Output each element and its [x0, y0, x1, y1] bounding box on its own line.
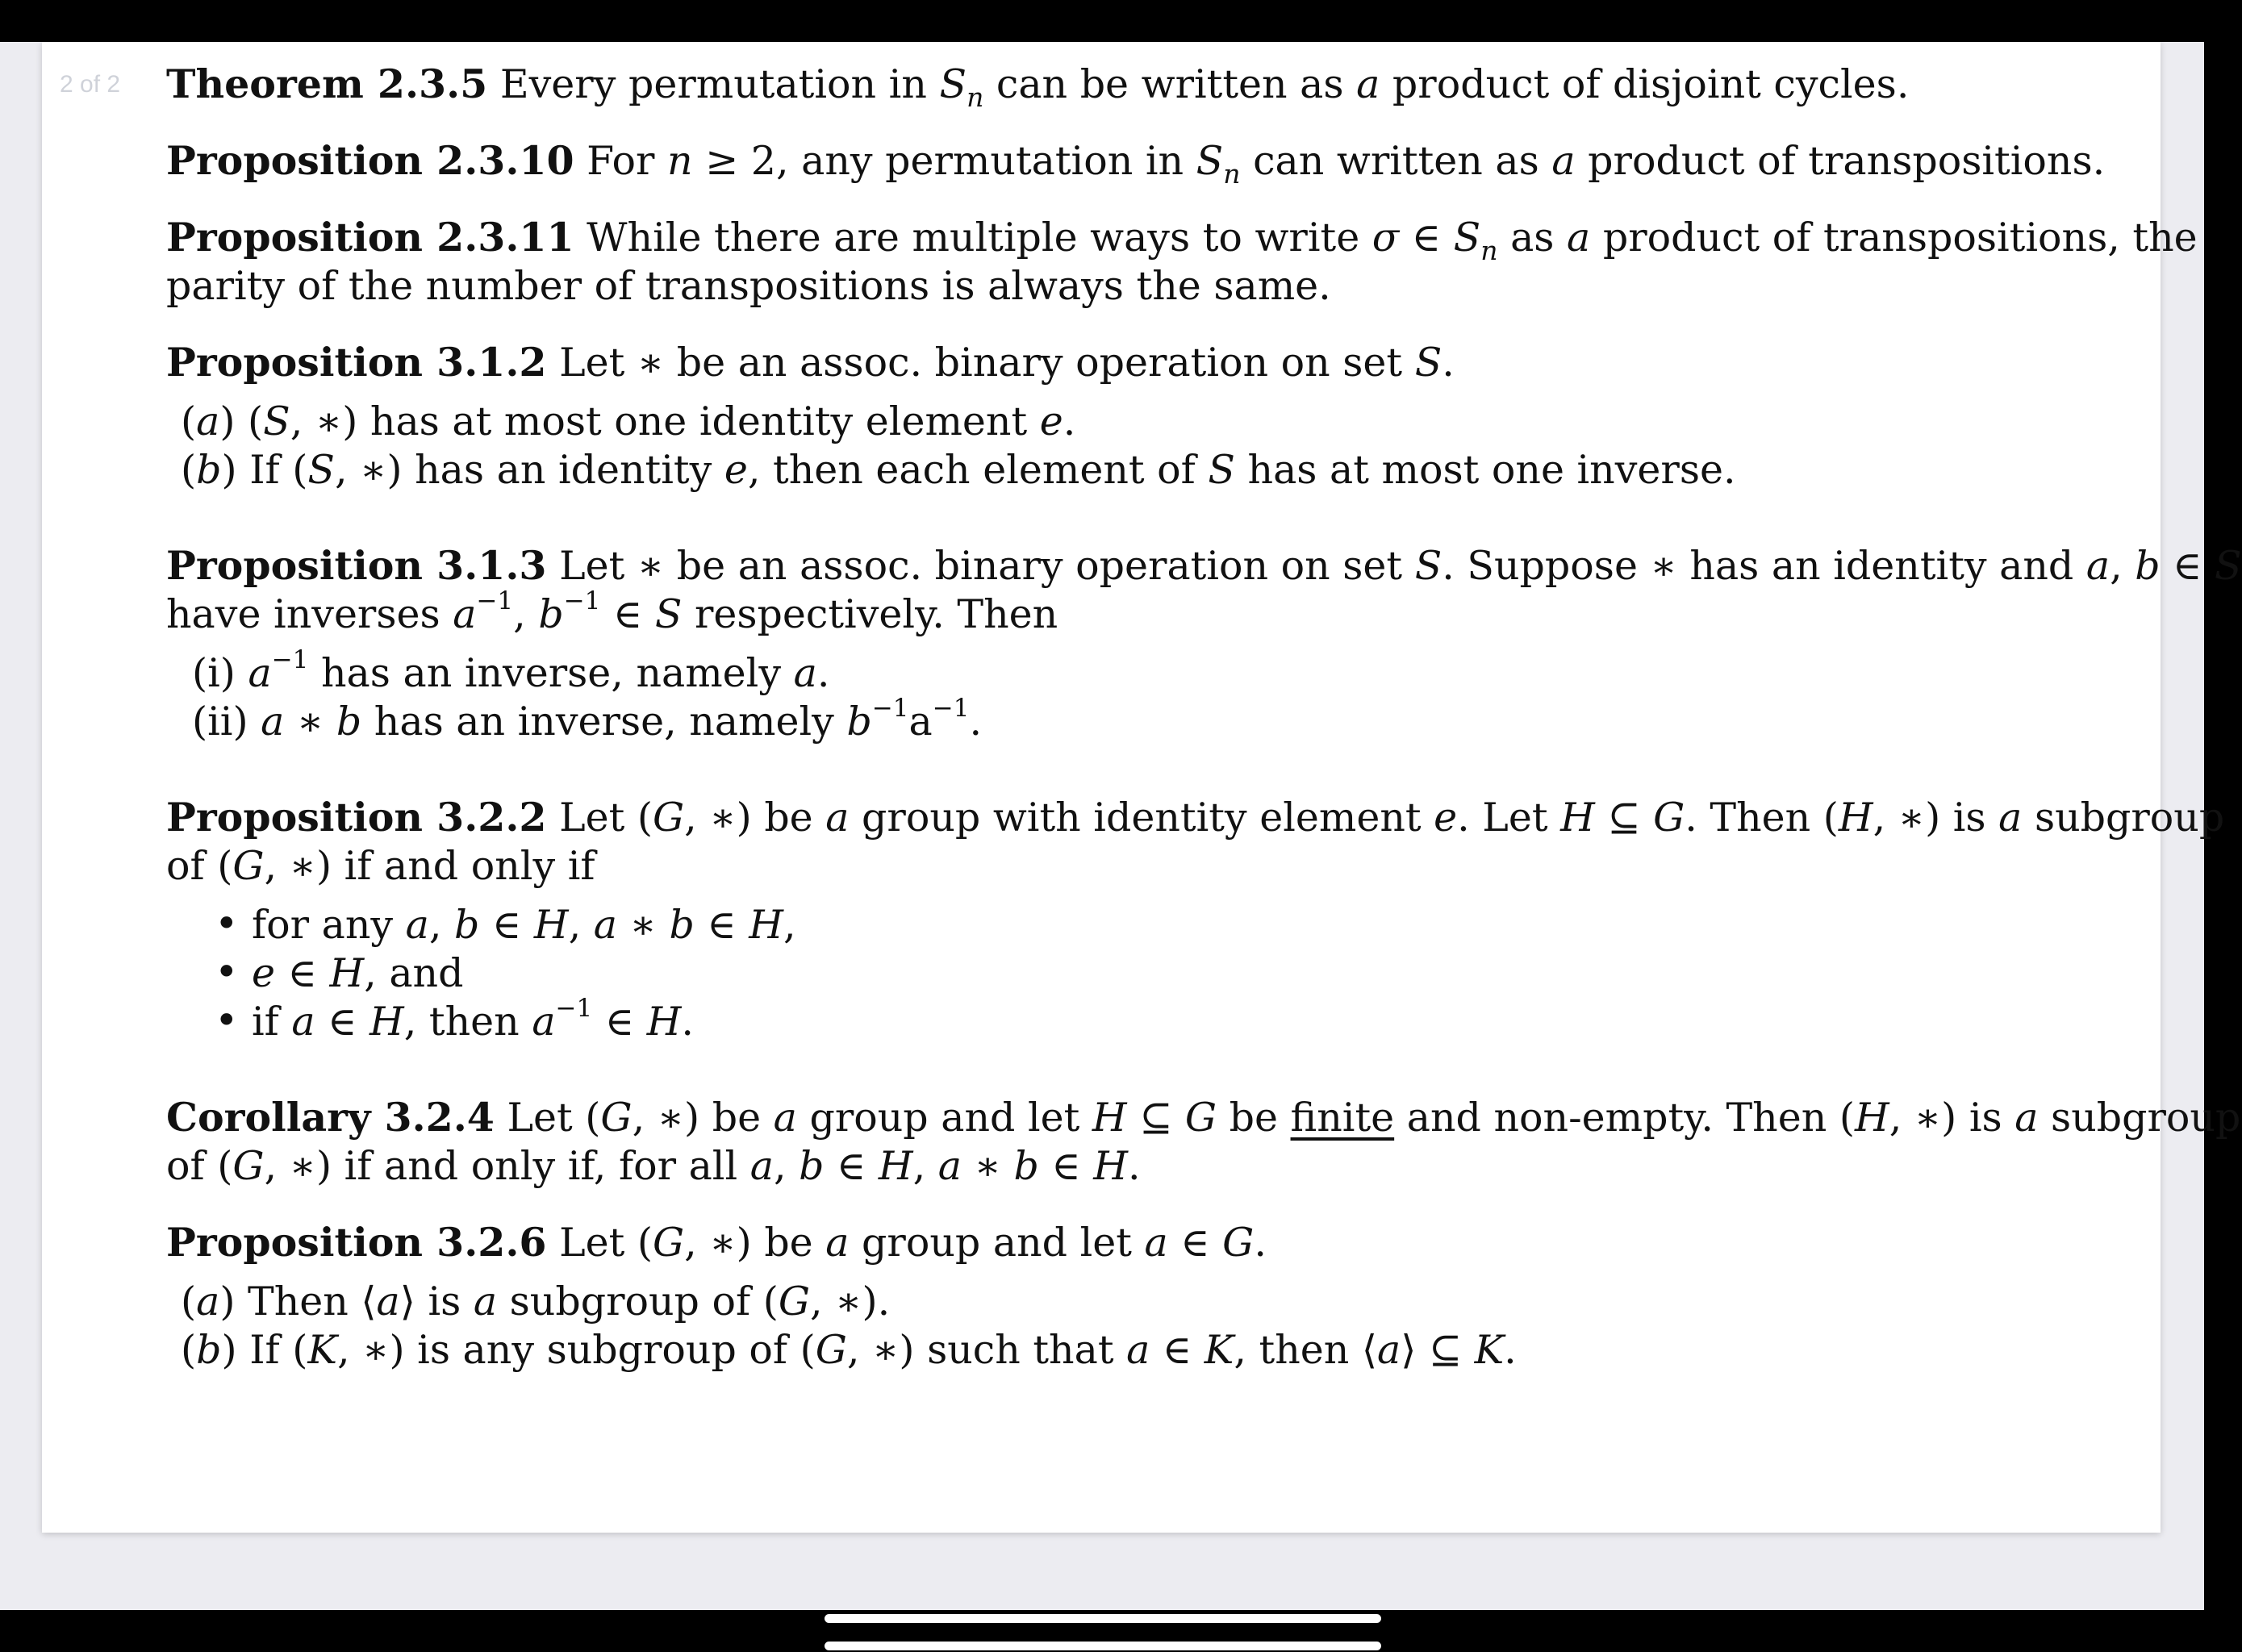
statement-heading: Theorem 2.3.5: [166, 60, 488, 107]
home-indicator[interactable]: [825, 1614, 1381, 1623]
statement-block: [166, 793, 2225, 1046]
statement-text: parity of the number of transpositions is always the same.: [166, 263, 1331, 309]
statement-block: [166, 60, 2094, 113]
statement-text: of (G, ∗) if and only if, for all a, b ∈ H, a ∗ b ∈ H.: [166, 1143, 1141, 1189]
bottom-bar: [0, 1610, 2204, 1652]
statement-block: [166, 1093, 2241, 1191]
document-page: [42, 42, 2242, 1533]
top-status-bar: [0, 0, 2204, 42]
statement-text: Proposition 2.3.11 While there are multiple ways to write σ ∈ $S_n$ as a product of transpositions, the: [166, 214, 2198, 266]
statement-text: have inverses $a^{-1}$, $b^{-1}$ ∈ S respectively. Then: [166, 586, 1058, 637]
document-viewer[interactable]: [0, 42, 2242, 1610]
statement-block: [166, 338, 2094, 494]
page-indicator: 2 of 2: [60, 71, 121, 98]
statement-heading: Proposition 2.3.10: [166, 137, 574, 184]
home-indicator-secondary: [825, 1642, 1381, 1650]
statement-text: Theorem 2.3.5 Every permutation in $S_n$ can be written as a product of disjoint cycles.: [166, 60, 1910, 113]
statement-parts: [166, 1278, 2094, 1375]
statement-heading: Proposition 3.2.2: [166, 794, 547, 841]
statement-block: [166, 136, 2106, 190]
statement-text: Proposition 2.3.10 For n ≥ 2, any permutation in $S_n$ can written as a product of transpositions.: [166, 137, 2106, 190]
statement-part: (i) $a^{-1}$ has an inverse, namely a.: [192, 645, 830, 696]
statement-text: Proposition 3.1.3 Let ∗ be an assoc. binary operation on set S. Suppose ∗ has an identity and a, b ∈ S: [166, 542, 2242, 589]
statement-heading: Proposition 3.1.3: [166, 542, 547, 589]
statement-text: Proposition 3.2.2 Let (G, ∗) be a group with identity element e. Let H ⊆ G. Then (H, ∗) is a subgroup: [166, 794, 2225, 841]
statement-text: of (G, ∗) if and only if: [166, 843, 595, 889]
statement-part: (ii) a ∗ b has an inverse, namely $b^{-1}a^{-1}$.: [192, 693, 983, 745]
statement-part: (b) If (S, ∗) has an identity e, then each element of S has at most one inverse.: [181, 447, 1736, 493]
bullet-list: [166, 901, 2094, 1046]
statement-heading: Proposition 2.3.11: [166, 214, 574, 261]
theorem-list: [166, 60, 2242, 1421]
statement-heading: Proposition 3.2.6: [166, 1219, 547, 1266]
statement-text: Corollary 3.2.4 Let (G, ∗) be a group and let H ⊆ G be finite and non-empty. Then (H, ∗) is a subgroup: [166, 1094, 2241, 1141]
statement-block: [166, 541, 2242, 746]
statement-block: [166, 1218, 2094, 1375]
statement-text: Proposition 3.2.6 Let (G, ∗) be a group and let a ∈ G.: [166, 1219, 1267, 1266]
statement-block: [166, 213, 2198, 311]
statement-part: (b) If (K, ∗) is any subgroup of (G, ∗) such that a ∈ K, then ⟨a⟩ ⊆ K.: [181, 1327, 1517, 1373]
bullet-item: • if a ∈ H, then $a^{-1}$ ∈ H.: [215, 998, 2094, 1046]
statement-part: (a) (S, ∗) has at most one identity element e.: [181, 398, 1076, 444]
statement-parts: [166, 398, 2094, 494]
statement-parts: [166, 645, 2094, 746]
statement-part: (a) Then ⟨a⟩ is a subgroup of (G, ∗).: [181, 1279, 891, 1325]
statement-heading: Corollary 3.2.4: [166, 1094, 495, 1141]
bullet-item: • e ∈ H, and: [215, 949, 2094, 998]
bullet-item: • for any a, b ∈ H, a ∗ b ∈ H,: [215, 901, 2094, 949]
statement-heading: Proposition 3.1.2: [166, 339, 547, 386]
statement-text: Proposition 3.1.2 Let ∗ be an assoc. binary operation on set S.: [166, 339, 1455, 386]
